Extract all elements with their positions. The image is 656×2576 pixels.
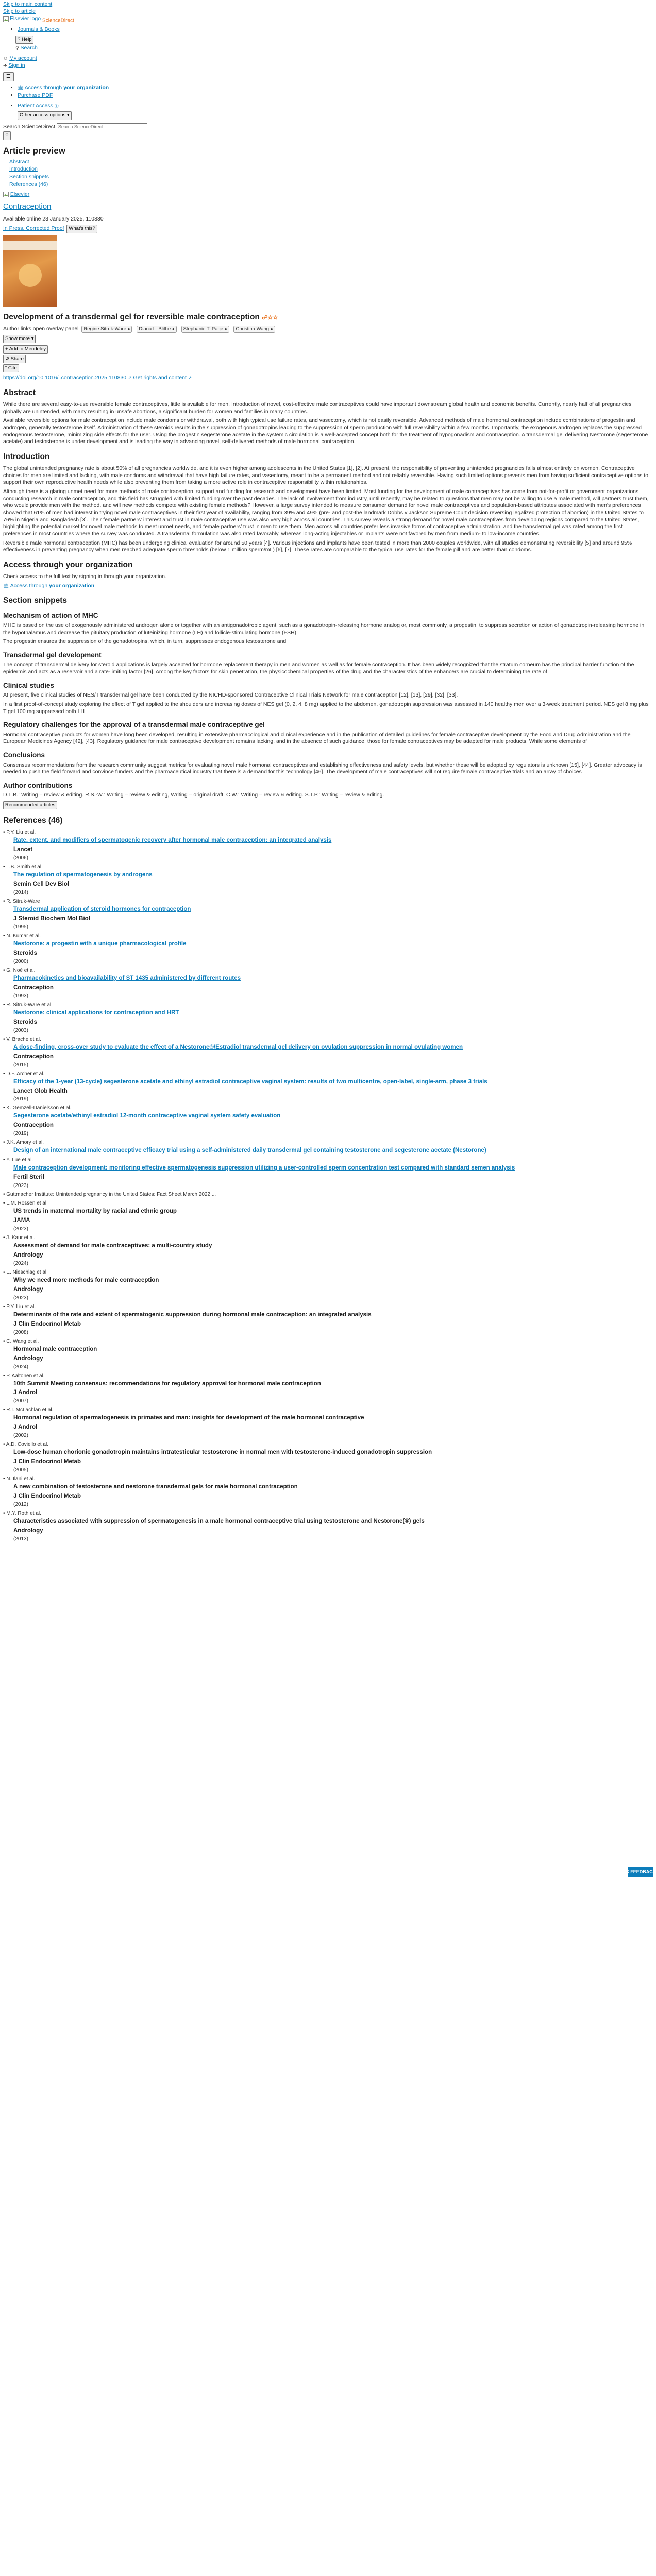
share-button[interactable]: ↺ Share — [3, 355, 26, 363]
reference-item — [3, 1071, 650, 1103]
reference-year: (2024) — [13, 1364, 28, 1370]
abstract-heading: Abstract — [3, 388, 36, 398]
search-label: Search ScienceDirect — [3, 123, 55, 130]
reference-year: (2023) — [13, 1226, 28, 1232]
snippet-paragraph: In a first proof-of-concept study exploring the effect of T gel applied to the shoulders and increasing doses of NES gel (0, 2, 4, 8 mg) applied to the abdomen, gonadotropin suppression was assessed in 140 healthy men over a 3-week treatment period. NES gel 8 mg plus T gel 100 mg suppressed both LH — [3, 701, 649, 715]
elsevier-publisher-logo[interactable]: Elsevier — [3, 191, 29, 197]
section-snippets-heading: Section snippets — [3, 596, 68, 605]
reference-journal: Contraception — [13, 1122, 54, 1129]
toc-section-snippets[interactable]: Section snippets — [9, 174, 49, 180]
reference-authors: • R. Sitruk-Ware — [3, 899, 40, 905]
reference-journal: Andrology — [13, 1527, 43, 1534]
reference-item — [3, 967, 650, 999]
reference-authors: • J. Kaur et al. — [3, 1235, 36, 1241]
person-icon: ● — [127, 326, 130, 331]
reference-title: Low-dose human chorionic gonadotropin maintains intratesticular testosterone in normal men with testosterone-induced gonadotropin suppression — [13, 1449, 432, 1456]
reference-year: (1995) — [13, 924, 28, 930]
reference-item — [3, 1303, 650, 1336]
reference-item — [3, 1157, 650, 1189]
star-icon: ☆ — [273, 314, 278, 321]
snippet-title: Clinical studies — [3, 681, 55, 689]
snippet-paragraph: Consensus recommendations from the research community suggest metrics for evaluating novel male hormonal contraceptives and establishing effectiveness and safety levels, but whether these will be adopted by regulators is unknown [15], [44]. Greater advocacy is needed to push the field forward and convince funders and the pharmaceutical industry that there is a demand for this technology [46]. The development of male contraceptives will not require female contraceptive trials and an array of choices — [3, 761, 642, 775]
reference-authors: • L.B. Smith et al. — [3, 864, 43, 870]
patient-access-list — [18, 103, 650, 110]
help-icon: ? — [18, 36, 21, 42]
snippet-paragraph: At present, five clinical studies of NES/T transdermal gel have been conducted by the NICHD-sponsored Contraceptive Clinical Trials Network for male contraception [12], [13], [29], [32], [33]. — [3, 692, 458, 699]
reference-year: (2019) — [13, 1096, 28, 1103]
reference-title[interactable]: Efficacy of the 1-year (13-cycle) segesterone acetate and ethinyl estradiol contraceptive vaginal system: results of two multicentre, open-label, single-arm, phase 3 trials — [13, 1078, 487, 1085]
external-link-icon: ↗ — [128, 375, 132, 381]
hamburger-icon: ☰ — [6, 74, 11, 80]
institution-icon: 🏛 — [3, 583, 9, 588]
sciencedirect-logo[interactable]: ScienceDirect — [42, 18, 74, 24]
reference-authors: • D.F. Archer et al. — [3, 1071, 45, 1077]
author-button[interactable]: Stephanie T. Page ● — [181, 326, 229, 333]
reference-authors: • L.M. Rossen et al. — [3, 1200, 48, 1207]
access-text: Check access to the full text by signing in through your organization. — [3, 573, 166, 580]
reference-journal: Andrology — [13, 1251, 43, 1258]
chevron-down-icon: ▾ — [31, 336, 34, 342]
reference-year: (2008) — [13, 1329, 28, 1335]
reference-authors: • N. Ilani et al. — [3, 1476, 35, 1482]
toc-abstract[interactable]: Abstract — [9, 158, 29, 165]
reference-authors: • E. Nieschlag et al. — [3, 1269, 48, 1275]
search-input[interactable] — [57, 123, 147, 130]
whats-this-button[interactable]: What's this? — [66, 225, 97, 233]
snippet-paragraph: The concept of transdermal delivery for steroid applications is largely accepted for hormone replacement therapy in men and women as well as for female contraception. It has been widely recognized that the stratum corneum has the principal barrier function of the epidermis and acts as a reservoir and a rate-limiting factor [26]. Among the key factors for skin penetration, the physicochemical properties of the drug and the characteristics of the enhancers are crucial to determining the rate of — [3, 662, 634, 675]
search-icon: ⚲ — [5, 132, 9, 139]
reference-year: (2012) — [13, 1502, 28, 1508]
reference-journal: J Androl — [13, 1389, 38, 1396]
person-icon: ● — [224, 326, 227, 331]
journal-cover-image[interactable] — [3, 235, 57, 307]
reference-journal: Contraception — [13, 984, 54, 991]
reference-item — [3, 1234, 650, 1267]
abstract-paragraph: While there are several easy-to-use reversible female contraceptives, little is available for men. Introduction of novel, cost-effective male contraceptives could have important downstream global health and economic benefits. Currently, nearly half of all pregnancies globally are unintended, with many resulting in unsafe abortions, a significant burden for women and families in many countries. — [3, 401, 632, 415]
reference-year: (2013) — [13, 1536, 28, 1542]
reference-title: Hormonal regulation of spermatogenesis in primates and man: insights for development of the male hormonal contraceptive — [13, 1415, 364, 1421]
reference-authors: • A.D. Coviello et al. — [3, 1442, 48, 1448]
reference-year: (2023) — [13, 1295, 28, 1301]
reference-authors: • J.K. Amory et al. — [3, 1140, 44, 1146]
reference-item — [3, 1139, 650, 1155]
reference-title: Determinants of the rate and extent of spermatogenic suppression during hormonal male contraception: an integrated analysis — [13, 1311, 372, 1318]
article-title: Development of a transdermal gel for reversible male contraception ☍☆☆ — [3, 312, 278, 321]
person-icon: ● — [172, 326, 175, 331]
image-placeholder-icon — [3, 16, 9, 22]
reference-title[interactable]: Nestorone: clinical applications for contraception and HRT — [13, 1009, 179, 1016]
reference-year: (2003) — [13, 1027, 28, 1033]
login-icon: ➜ — [3, 62, 7, 68]
reference-item — [3, 1002, 650, 1034]
recommended-articles-button[interactable]: Recommended articles — [3, 801, 57, 809]
institution-icon: 🏛 — [18, 85, 24, 91]
chat-icon: ✉ — [625, 1869, 630, 1875]
author-button[interactable]: Diana L. Blithe ● — [137, 326, 176, 333]
reference-journal: J Clin Endocrinol Metab — [13, 1493, 81, 1500]
reference-item — [3, 898, 650, 930]
doi-link[interactable]: https://doi.org/10.1016/j.contraception.2025.110830 — [3, 375, 127, 381]
reference-title: A new combination of testosterone and nestorone transdermal gels for male hormonal contraception — [13, 1484, 298, 1490]
elsevier-logo[interactable]: Elsevier logo — [10, 15, 41, 22]
reference-journal: J Clin Endocrinol Metab — [13, 1320, 81, 1327]
reference-journal: Semin Cell Dev Biol — [13, 881, 70, 888]
reference-title[interactable]: The regulation of spermatogenesis by androgens — [13, 872, 153, 878]
my-account-link[interactable]: ☺ My account — [3, 55, 37, 61]
reference-authors: • K. Gemzell-Danielsson et al. — [3, 1105, 72, 1111]
reference-title[interactable]: Nestorone: a progestin with a unique pharmacological profile — [13, 941, 187, 947]
patient-access-link[interactable]: Patient Access ⓘ — [18, 102, 59, 109]
reference-item — [3, 829, 650, 861]
purchase-pdf-link[interactable]: Purchase PDF — [18, 92, 53, 99]
search-icon: ⚲ — [15, 45, 19, 51]
reference-authors: • Y. Lue et al. — [3, 1157, 33, 1163]
star-icon: ☆ — [267, 314, 273, 321]
reference-item — [3, 1269, 650, 1301]
author-button[interactable]: Christina Wang ● — [233, 326, 275, 333]
snippet-paragraph: The progestin ensures the suppression of the gonadotropins, which, in turn, suppresses endogenous testosterone and — [3, 638, 287, 645]
reference-title: US trends in maternal mortality by racial and ethnic group — [13, 1208, 177, 1215]
snippet-paragraph: Hormonal contraceptive products for women have long been developed, resulting in extensive pharmacological and clinical experience and in the publication of detailed guidelines for female contraceptive development by the Food and Drug Administration and the European Medicines Agency [42], [43]. Regulatory guidance for male contraceptive development remains lacking, and in the absence of such guidance, those for female contraceptives may be adapted for male products. While some elements of — [3, 731, 631, 745]
intro-paragraph: Reversible male hormonal contraception (MHC) has been undergoing clinical evaluation for around 50 years [4]. Various injections and implants have been tested in more than 2000 couples worldwide, with all studies demonstrating reversibility [5] and around 95% effectiveness in preventing pregnancy when men reached adequate sperm thresholds (below 1 million sperm/mL) [6], [7]. These rates are comparable to the typical use rates for the female pill and are better than condoms. — [3, 539, 632, 553]
reference-authors: • R.I. McLachlan et al. — [3, 1407, 54, 1413]
sign-in-link[interactable]: ➜ Sign in — [3, 62, 25, 69]
other-access-button[interactable]: Other access options ▾ — [18, 111, 72, 120]
reference-item — [3, 1105, 650, 1137]
available-online: Available online 23 January 2025, 110830 — [3, 215, 104, 222]
access-org-link[interactable]: 🏛 Access through your organization — [18, 84, 109, 91]
show-more-button[interactable]: Show more ▾ — [3, 335, 36, 343]
info-icon: ⓘ — [54, 103, 59, 108]
reference-title[interactable]: A dose-finding, cross-over study to evaluate the effect of a Nestorone®/Estradiol transdermal gel delivery on ovulation suppression in normal ovulating women — [13, 1044, 463, 1050]
share-icon: ↺ — [5, 355, 9, 362]
search-submit-button[interactable] — [3, 131, 11, 140]
reference-journal: Contraception — [13, 1053, 54, 1060]
reference-authors: • R. Sitruk-Ware et al. — [3, 1002, 53, 1008]
snippet-title: Transdermal gel development — [3, 651, 102, 659]
reference-item — [3, 1338, 650, 1370]
preview-toc — [9, 159, 650, 189]
reference-title[interactable]: Male contraception development: monitoring effective spermatogenesis suppression utilizing a user-controlled sperm concentration test compared with standard semen analysis — [13, 1165, 515, 1172]
reference-journal: Steroids — [13, 950, 38, 957]
reference-year: (2023) — [13, 1183, 28, 1189]
reference-journal: Andrology — [13, 1355, 43, 1362]
journals-books-link[interactable]: Journals & Books — [18, 26, 60, 33]
intro-paragraph: The global unintended pregnancy rate is about 50% of all pregnancies worldwide, and it is even higher among adolescents in the United States [1], [2]. At present, the responsibility of preventing unintended pregnancies falls almost entirely on women. Contraceptive choices for men are limited and lacking, with male condoms and withdrawal that have high failure rates, and vasectomy, meant to be a permanent method and not reliably reversible. Having such limited options prevents men from having sufficient contraceptive options to support their own reproductive health needs while also preventing them from taking a more active role in contraceptive responsibility within relationships. — [3, 465, 649, 486]
reference-item — [3, 1372, 650, 1405]
reference-authors: • G. Noé et al. — [3, 967, 36, 973]
reference-journal: Fertil Steril — [13, 1174, 45, 1181]
top-nav — [18, 26, 650, 33]
reference-journal: Lancet Glob Health — [13, 1088, 68, 1094]
skip-main-link[interactable]: Skip to main content — [3, 1, 53, 7]
elsevier-logo-link[interactable] — [3, 15, 41, 23]
quote-icon: “ — [5, 365, 7, 371]
reference-year: (2014) — [13, 890, 28, 896]
snippet-paragraph: MHC is based on the use of exogenously administered androgen alone or together with an antigonadotropic agent, such as a gonadotropin-releasing hormone analog or, most commonly, a progestin, to suppress secretion or action of gonadotropin-releasing hormone in the hypothalamus and decrease the pituitary production of luteinizing hormone (LH) and follicle-stimulating hormone (FSH). — [3, 622, 645, 636]
open-access-icon: ☍ — [262, 314, 268, 321]
snippet-title: Regulatory challenges for the approval of a transdermal male contraceptive gel — [3, 721, 265, 729]
reference-title: Hormonal male contraception — [13, 1346, 97, 1352]
snippet-title: Author contributions — [3, 781, 73, 789]
author-links-label: Author links open overlay panel — [3, 325, 79, 332]
snippet-title: Conclusions — [3, 751, 45, 759]
reference-item — [3, 1036, 650, 1069]
access-org-link-2[interactable]: 🏛 Access through your organization — [3, 582, 95, 589]
in-press-link[interactable]: In Press, Corrected Proof — [3, 225, 64, 232]
reference-year: (2019) — [13, 1131, 28, 1137]
reference-journal: Steroids — [13, 1019, 38, 1025]
reference-item — [3, 1200, 650, 1232]
reference-item — [3, 1441, 650, 1473]
reference-list — [3, 829, 650, 1542]
cite-button[interactable]: “ Cite — [3, 364, 19, 372]
reference-authors: • V. Brache et al. — [3, 1036, 41, 1042]
image-placeholder-icon — [3, 192, 9, 197]
reference-journal: Lancet — [13, 846, 33, 853]
reference-journal: Andrology — [13, 1286, 43, 1293]
search-button[interactable]: ⚲ Search — [15, 45, 38, 52]
reference-item — [3, 1406, 650, 1439]
reference-title: Why we need more methods for male contraception — [13, 1277, 159, 1283]
author-button[interactable]: Regine Sitruk-Ware ● — [81, 326, 132, 333]
skip-article-link[interactable]: Skip to article — [3, 8, 36, 14]
reference-year: (2007) — [13, 1398, 28, 1404]
add-mendeley-button[interactable]: + Add to Mendeley — [3, 345, 48, 353]
reference-title: 10th Summit Meeting consensus: recommendations for regulatory approval for hormonal male contraception — [13, 1380, 321, 1387]
reference-year: (2002) — [13, 1433, 28, 1439]
reference-authors: • P. Aaltonen et al. — [3, 1372, 45, 1379]
abstract-paragraph: Available reversible options for male contraception include male condoms or withdrawal, both with high typical use failure rates, and vasectomy, which is not easily reversible. Advanced methods of male hormonal contraception include combinations of progestin and androgen, generally testosterone itself. Administration of these steroids results in the suppression of gonadotropins leading to the suppression of sperm production with full reversibility within a few months. Importantly, the exogenous androgen replaces the suppressed endogenous testosterone, minimizing side effects for the user. Using the progestin segesterone acetate in the systemic circulation is a well-accepted concept both for the treatment of hypogonadism and contraception. A transdermal gel delivering Nestorone (segesterone acetate) and testosterone is under development and is leading the way in advancing novel, self-delivered methods of male hormonal contraception. — [3, 417, 648, 445]
user-icon: ☺ — [3, 55, 8, 61]
reference-item — [3, 933, 650, 965]
snippet-title: Mechanism of action of MHC — [3, 612, 98, 620]
plus-icon: + — [5, 346, 8, 352]
intro-paragraph: Although there is a glaring unmet need for more methods of male contraception, support and funding for research and development have been limited. Most funding for the development of male contraceptives has come from not-for-profit or government organizations conducting research in male contraception, and this field has struggled with limited funding over the past decades. The lack of involvement from industry, until recently, may be related to questions that men may not be willing to use a male method, will partners trust them, who would provide men with the method, and will new methods compete with existing female methods? However, a large survey intended to measure consumer demand for novel male contraceptives and population-based attributes associated with men's preferences showed that 61% of men had interest in trying novel male contraceptives in their first year of availability, ranging from 39% and 49% (pre- and post-the landmark Dobbs v Jackson Supreme Court decision reversing legalized protection of abortion) in the United States to 76% in Nigeria and Bangladesh [3]. Their female partners' interest and trust in male contraceptive use was also very high across all countries. This survey reveals a strong demand for novel male contraceptives from developing regions compared to the United States, highlighting the potential market for novel male methods to meet unmet needs, and female partners' trust in men to use them. Men across all countries prefer less invasive forms of contraceptive administration, and the transdermal gel was rated among the first preferences in most countries where the survey was conducted. A transdermal formulation was also rated favorably, whereas long-acting injectables or implants were not favored by men from medium- to low-income countries. — [3, 488, 649, 537]
reference-year: (2024) — [13, 1260, 28, 1266]
help-button[interactable]: ? Help — [15, 36, 33, 44]
feedback-button[interactable]: ✉ FEEDBACK — [628, 1867, 653, 1877]
reference-authors: • N. Kumar et al. — [3, 933, 41, 939]
menu-button[interactable] — [3, 72, 14, 81]
reference-item — [3, 1510, 650, 1543]
reference-year: (2015) — [13, 1062, 28, 1068]
reference-authors: • Guttmacher Institute: Unintended pregnancy in the United States: Fact Sheet March 2022.... — [3, 1192, 216, 1198]
reference-journal: J Steroid Biochem Mol Biol — [13, 916, 90, 922]
reference-authors: • P.Y. Liu et al. — [3, 1303, 36, 1310]
rights-link[interactable]: Get rights and content — [133, 375, 187, 381]
reference-title[interactable]: Design of an international male contraceptive efficacy trial using a self-administered daily transdermal gel containing testosterone and segesterone acetate (Nestorone) — [13, 1147, 486, 1154]
reference-year: (1993) — [13, 993, 28, 999]
external-link-icon: ↗ — [188, 375, 192, 381]
reference-authors: • P.Y. Liu et al. — [3, 829, 36, 836]
chevron-down-icon: ▾ — [66, 112, 70, 118]
access-heading: Access through your organization — [3, 560, 133, 569]
reference-year: (2000) — [13, 958, 28, 964]
reference-authors: • M.Y. Roth et al. — [3, 1511, 41, 1517]
person-icon: ● — [270, 326, 273, 331]
reference-journal: J Clin Endocrinol Metab — [13, 1459, 81, 1465]
reference-title[interactable]: Rate, extent, and modifiers of spermatogenic recovery after hormonal male contraception: an integrated analysis — [13, 837, 332, 844]
reference-item — [3, 863, 650, 896]
reference-title[interactable]: Transdermal application of steroid hormones for contraception — [13, 906, 191, 913]
nav-item — [18, 26, 650, 33]
article-preview-heading: Article preview — [3, 145, 65, 156]
reference-title[interactable]: Pharmacokinetics and bioavailability of ST 1435 administered by different routes — [13, 975, 241, 981]
reference-item — [3, 1476, 650, 1508]
reference-title: Assessment of demand for male contraceptives: a multi-country study — [13, 1243, 212, 1249]
journal-title-link[interactable]: Contraception — [3, 202, 52, 211]
references-heading: References (46) — [3, 816, 63, 825]
reference-year: (2006) — [13, 855, 28, 861]
reference-authors: • C. Wang et al. — [3, 1338, 39, 1344]
reference-journal: J Androl — [13, 1424, 38, 1431]
reference-item — [3, 1191, 650, 1198]
reference-journal: JAMA — [13, 1217, 30, 1224]
toc-introduction[interactable]: Introduction — [9, 166, 38, 173]
introduction-heading: Introduction — [3, 452, 50, 461]
access-options — [18, 84, 650, 99]
reference-year: (2005) — [13, 1467, 28, 1473]
reference-title: Characteristics associated with suppression of spermatogenesis in a male hormonal contraceptive trial using testosterone and Nestorone(®) gels — [13, 1518, 425, 1525]
toc-references[interactable]: References (46) — [9, 181, 48, 188]
snippet-paragraph: D.L.B.: Writing – review & editing. R.S.-W.: Writing – review & editing, Writing – original draft. C.W.: Writing – review & editing. S.T.P.: Writing – review & editing. — [3, 792, 384, 799]
reference-title[interactable]: Segesterone acetate/ethinyl estradiol 12-month contraceptive vaginal system safety evaluation — [13, 1113, 281, 1120]
